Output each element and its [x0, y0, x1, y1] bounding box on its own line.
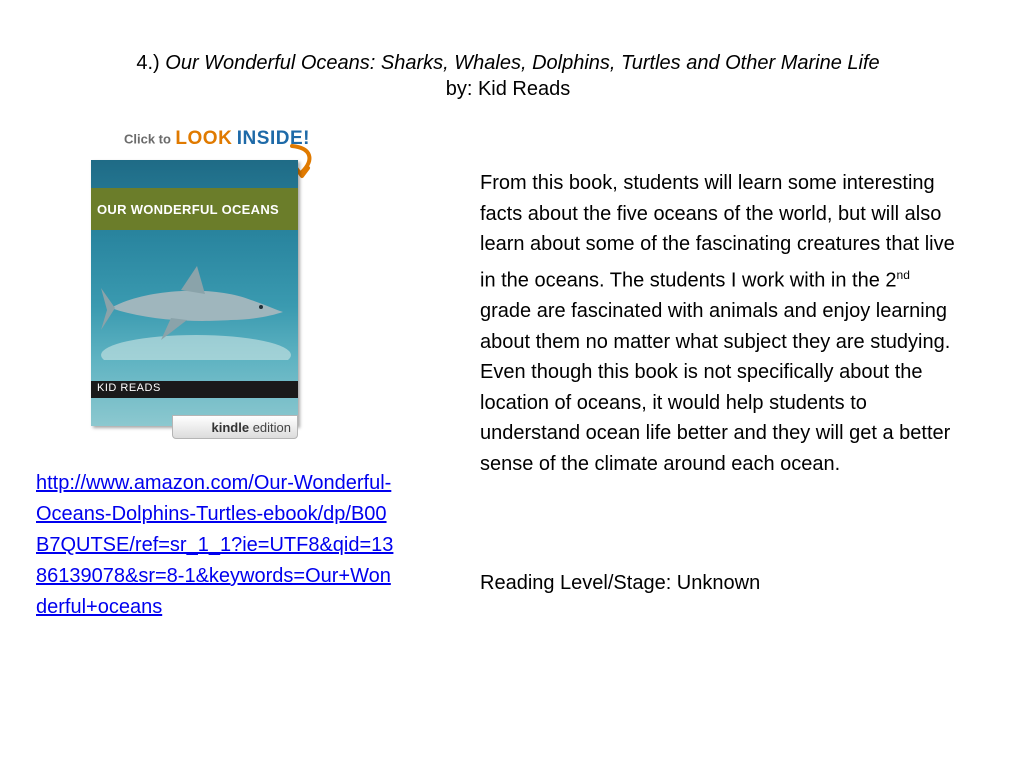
kindle-edition-badge: [172, 415, 298, 439]
kindle-label: kindle: [211, 420, 250, 435]
description-part-1: From this book, students will learn some interesting facts about the five oceans of the world, but will also learn about some of the fascinating creatures that live in the oceans. The students I work with in the 2: [480, 172, 955, 292]
edition-label: edition: [249, 420, 291, 435]
ordinal-superscript: nd: [896, 267, 910, 282]
byline: by: Kid Reads: [445, 78, 571, 100]
book-cover-image[interactable]: [88, 128, 328, 443]
cover-art: [91, 160, 298, 426]
title-line: [0, 50, 1016, 76]
look-inside-banner[interactable]: [124, 128, 310, 158]
look-inside-look: LOOK: [175, 128, 233, 149]
look-inside-inside: INSIDE!: [236, 128, 310, 149]
book-title: Our Wonderful Oceans: Sharks, Whales, Dolphins, Turtles and Other Marine Life: [165, 52, 880, 74]
shark-icon: [101, 250, 291, 360]
look-inside-prefix: Click to: [124, 131, 171, 147]
description-part-2: grade are fascinated with animals and enjoy learning about them no matter what subject they are studying. Even though this book is not specifically about the location of oceans, it would help students to understand ocean life better and they will get a better sense of the climate around each ocean.: [480, 300, 951, 475]
cover-author: KID READS: [97, 382, 161, 394]
amazon-link[interactable]: http://www.amazon.com/Our-Wonderful-Oceans-Dolphins-Turtles-ebook/dp/B00B7QUTSE/ref=sr_1_1?ie=UTF8&qid=1386139078&sr=8-1&keywords=Our+Wonderful+oceans: [36, 472, 394, 618]
reading-level: Reading Level/Stage: Unknown: [480, 572, 761, 594]
slide-title: [0, 50, 1016, 102]
cover-title: OUR WONDERFUL OCEANS: [97, 202, 279, 217]
description: [480, 168, 960, 480]
description-paragraph: [480, 168, 960, 480]
item-number: 4.): [136, 52, 160, 74]
